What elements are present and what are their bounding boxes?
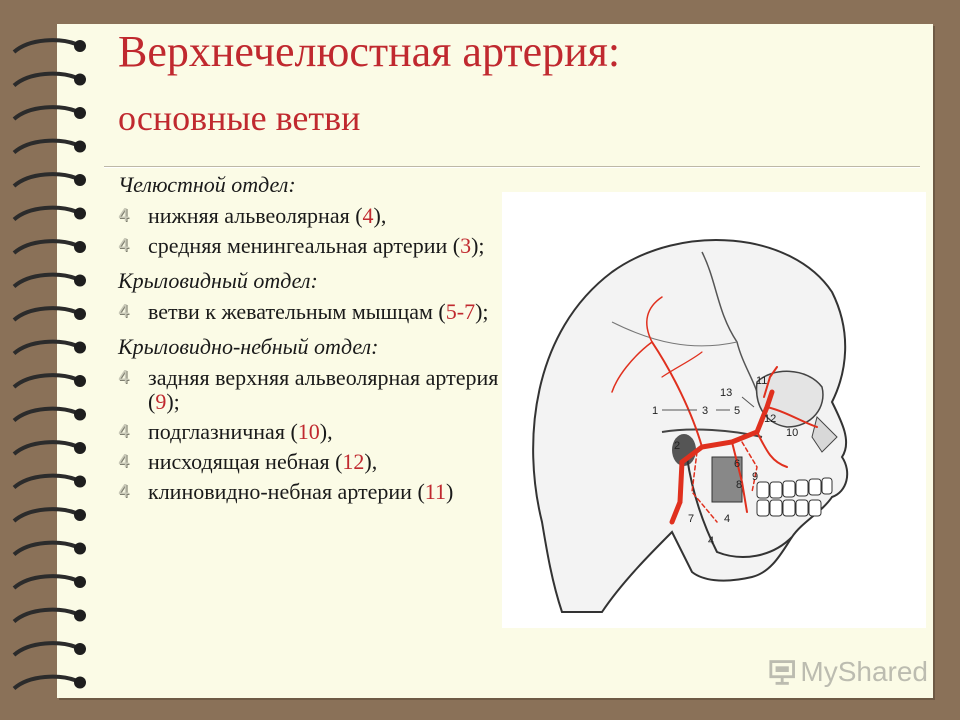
presentation-icon	[768, 657, 796, 687]
spiral-coil	[14, 241, 76, 253]
bullet-icon: 4	[118, 451, 130, 472]
spiral-coil	[14, 509, 76, 521]
figure-label: 11	[756, 375, 768, 387]
spiral-coil	[14, 141, 76, 153]
spiral-coil	[14, 208, 76, 220]
spiral-coil	[14, 375, 76, 387]
spiral-coil	[14, 308, 76, 320]
figure-label: 9	[752, 471, 759, 483]
figure-label: 4	[724, 513, 731, 525]
spiral-hole	[74, 308, 86, 320]
section-heading-pterygoid: Крыловидный отдел:	[118, 268, 318, 293]
spiral-coil	[14, 476, 76, 488]
list-item: 4 средняя менингеальная артерии (3);	[118, 233, 485, 258]
spiral-coil	[14, 643, 76, 655]
spiral-hole	[74, 107, 86, 119]
spiral-hole	[74, 509, 86, 521]
spiral-hole	[74, 576, 86, 588]
spiral-coil	[14, 576, 76, 588]
bullet-icon: 4	[118, 301, 130, 322]
figure-label: 4	[708, 535, 715, 547]
figure-label: 13	[720, 387, 733, 399]
list-item: 4 клиновидно-небная артерии (11)	[118, 479, 454, 504]
spiral-coil	[14, 174, 76, 186]
spiral-hole	[74, 241, 86, 253]
spiral-hole	[74, 677, 86, 689]
bullet-icon: 4	[118, 481, 130, 502]
spiral-binding	[0, 24, 110, 698]
spiral-hole	[74, 610, 86, 622]
spiral-hole	[74, 141, 86, 153]
list-item: 4 нисходящая небная (12),	[118, 449, 378, 474]
spiral-hole	[74, 342, 86, 354]
watermark-logo	[768, 654, 928, 690]
branch-list	[118, 172, 508, 510]
list-item: 4 подглазничная (10),	[118, 419, 333, 444]
logo-text: MyShared	[800, 656, 928, 687]
spiral-coil	[14, 74, 76, 86]
bullet-icon: 4	[118, 205, 130, 226]
spiral-hole	[74, 74, 86, 86]
slide-subtitle: основные ветви	[118, 98, 361, 138]
spiral-hole	[74, 174, 86, 186]
section-heading-maxillary: Челюстной отдел:	[118, 172, 296, 197]
spiral-hole	[74, 208, 86, 220]
list-item: 4 нижняя альвеолярная (4),	[118, 203, 387, 228]
skull-illustration	[502, 192, 926, 628]
figure-label: 6	[734, 458, 741, 470]
skull-artery-figure	[502, 192, 926, 628]
figure-label: 1	[652, 405, 659, 417]
spiral-hole	[74, 543, 86, 555]
spiral-hole	[74, 40, 86, 52]
spiral-hole	[74, 275, 86, 287]
spiral-coil	[14, 543, 76, 555]
spiral-coil	[14, 342, 76, 354]
spiral-coil	[14, 40, 76, 52]
spiral-hole	[74, 375, 86, 387]
bullet-icon: 4	[118, 367, 130, 388]
figure-label: 2	[674, 440, 681, 452]
slide-title: Верхнечелюстная артерия:	[118, 27, 621, 76]
spiral-hole	[74, 409, 86, 421]
spiral-coil	[14, 409, 76, 421]
section-heading-pterygopalatine: Крыловидно-небный отдел:	[118, 334, 379, 359]
spiral-coil	[14, 275, 76, 287]
spiral-hole	[74, 442, 86, 454]
figure-label: 8	[736, 479, 743, 491]
bullet-icon: 4	[118, 421, 130, 442]
list-item: 4 ветви к жевательным мышцам (5-7);	[118, 299, 489, 324]
figure-label: 5	[734, 405, 741, 417]
figure-label: 3	[702, 405, 709, 417]
figure-label: 10	[786, 427, 799, 439]
spiral-coil	[14, 107, 76, 119]
spiral-hole	[74, 476, 86, 488]
spiral-coil	[14, 610, 76, 622]
spiral-coil	[14, 677, 76, 689]
figure-label: 12	[764, 413, 777, 425]
figure-label: 7	[688, 513, 695, 525]
spiral-hole	[74, 643, 86, 655]
list-item: 4 задняя верхняя альвеолярная артерия (9);	[118, 365, 499, 414]
title-divider	[104, 166, 920, 168]
spiral-coil	[14, 442, 76, 454]
bullet-icon: 4	[118, 235, 130, 256]
